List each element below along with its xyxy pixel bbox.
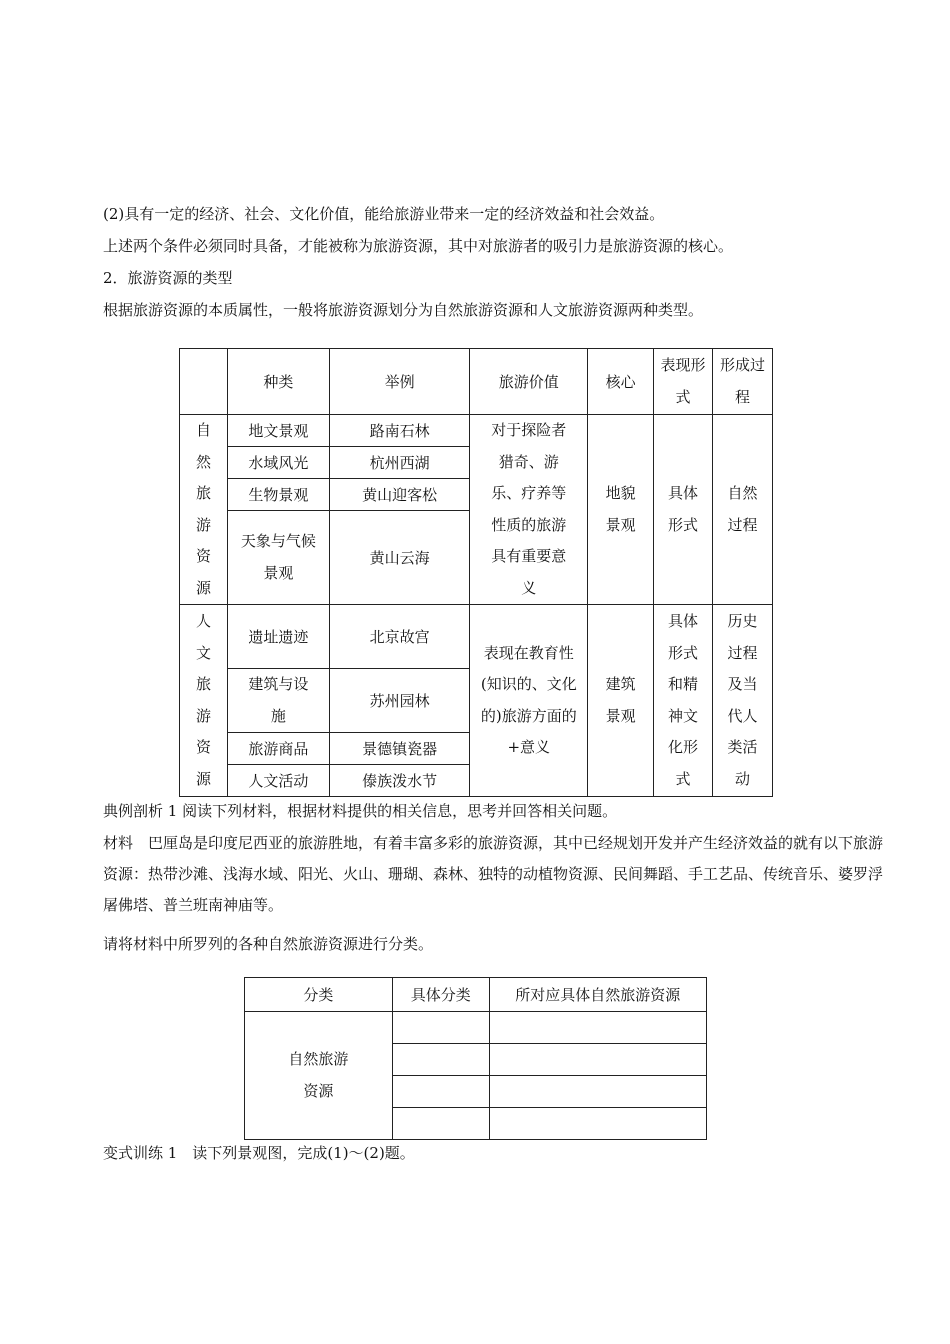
- example-cell: 苏州园林: [329, 669, 470, 733]
- kind-cell: 人文活动: [227, 765, 329, 797]
- natural-category: 自然旅游资源: [180, 415, 228, 605]
- exercise-title: 变式训练 1 读下列景观图，完成(1)～(2)题。: [103, 1144, 415, 1162]
- cultural-process: 历史过程及当代人类活动: [713, 605, 773, 797]
- kind-cell: 水域风光: [227, 447, 329, 479]
- header-subcategory: 具体分类: [392, 978, 489, 1012]
- header-core: 核心: [588, 349, 654, 415]
- kind-cell: 建筑与设施: [227, 669, 329, 733]
- example-cell: 杭州西湖: [329, 447, 470, 479]
- header-form: 表现形式: [654, 349, 713, 415]
- kind-cell: 地文景观: [227, 415, 329, 447]
- blank-cell: [489, 1108, 706, 1140]
- material-text: 材料 巴厘岛是印度尼西亚的旅游胜地，有着丰富多彩的旅游资源，其中已经规划开发并产生经济效益的就有以下旅游资源：热带沙滩、浅海水域、阳光、火山、珊瑚、森林、独特的动植物资源、民间舞蹈、手工艺品、传统音乐、婆罗浮屠佛塔、普兰班南神庙等。: [103, 834, 884, 914]
- cultural-value: 表现在教育性(知识的、文化的)旅游方面的+意义: [470, 605, 588, 797]
- kind-cell: 天象与气候景观: [227, 511, 329, 605]
- table-header-row: [245, 978, 707, 1012]
- header-resources: 所对应具体自然旅游资源: [489, 978, 706, 1012]
- example-cell: 景德镇瓷器: [329, 733, 470, 765]
- blank-cell: [392, 1108, 489, 1140]
- table-row: [180, 605, 773, 669]
- cultural-form: 具体形式和精神文化形式: [654, 605, 713, 797]
- blank-cell: [489, 1044, 706, 1076]
- resource-types-table: [179, 348, 773, 797]
- blank-cell: [392, 1044, 489, 1076]
- header-process: 形成过程: [713, 349, 773, 415]
- table-header-row: [180, 349, 773, 415]
- natural-form: 具体形式: [654, 415, 713, 605]
- example-cell: 黄山迎客松: [329, 479, 470, 511]
- example-cell: 路南石林: [329, 415, 470, 447]
- header-kind: 种类: [227, 349, 329, 415]
- header-value: 旅游价值: [470, 349, 588, 415]
- question-text: 请将材料中所罗列的各种自然旅游资源进行分类。: [103, 935, 434, 953]
- header-empty: [180, 349, 228, 415]
- paragraph-1: (2)具有一定的经济、社会、文化价值，能给旅游业带来一定的经济效益和社会效益。: [103, 205, 665, 223]
- example-title: 典例剖析 1 阅读下列材料，根据材料提供的相关信息，思考并回答相关问题。: [103, 802, 618, 820]
- example-cell: 北京故宫: [329, 605, 470, 669]
- classification-table: [244, 977, 707, 1140]
- natural-process: 自然过程: [713, 415, 773, 605]
- cultural-category: 人文旅游资源: [180, 605, 228, 797]
- header-category: 分类: [245, 978, 393, 1012]
- blank-cell: [392, 1076, 489, 1108]
- kind-cell: 旅游商品: [227, 733, 329, 765]
- example-cell: 黄山云海: [329, 511, 470, 605]
- natural-value: 对于探险者猎奇、游乐、疗养等性质的旅游具有重要意义: [470, 415, 588, 605]
- paragraph-2: 上述两个条件必须同时具备，才能被称为旅游资源，其中对旅游者的吸引力是旅游资源的核心。: [103, 237, 734, 255]
- blank-cell: [489, 1076, 706, 1108]
- blank-cell: [489, 1012, 706, 1044]
- kind-cell: 生物景观: [227, 479, 329, 511]
- table-row: [245, 1012, 707, 1044]
- table-row: [180, 415, 773, 447]
- category-cell: 自然旅游资源: [245, 1012, 393, 1140]
- example-cell: 傣族泼水节: [329, 765, 470, 797]
- natural-core: 地貌景观: [588, 415, 654, 605]
- blank-cell: [392, 1012, 489, 1044]
- section-heading: 2．旅游资源的类型: [103, 269, 233, 287]
- kind-cell: 遗址遗迹: [227, 605, 329, 669]
- paragraph-3: 根据旅游资源的本质属性，一般将旅游资源划分为自然旅游资源和人文旅游资源两种类型。: [103, 301, 704, 319]
- cultural-core: 建筑景观: [588, 605, 654, 797]
- header-example: 举例: [329, 349, 470, 415]
